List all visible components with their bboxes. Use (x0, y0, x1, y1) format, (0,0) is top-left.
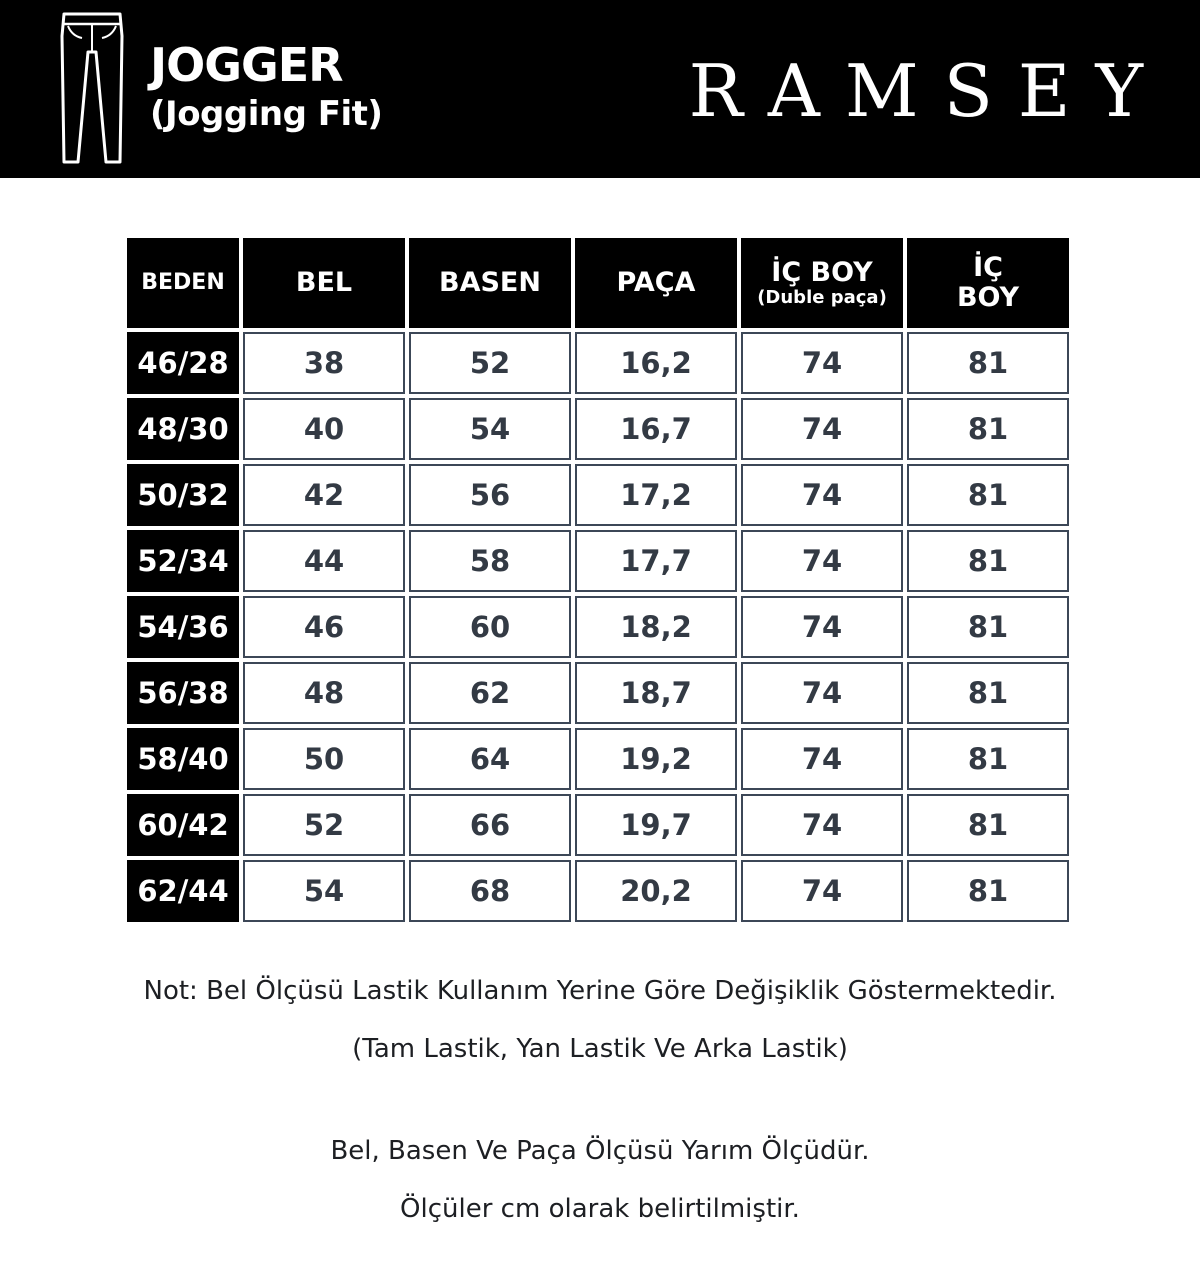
table-row (127, 596, 1069, 658)
size-chart-table (123, 234, 1073, 926)
measurement-cell: 66 (409, 794, 571, 856)
table-row (127, 662, 1069, 724)
measurement-cell: 81 (907, 464, 1069, 526)
measurement-cell: 74 (741, 398, 903, 460)
measurement-cell: 54 (409, 398, 571, 460)
column-header-basen: BASEN (409, 238, 571, 328)
measurement-cell: 17,2 (575, 464, 737, 526)
table-row (127, 332, 1069, 394)
measurement-cell: 38 (243, 332, 405, 394)
measurement-cell: 56 (409, 464, 571, 526)
measurement-cell: 16,7 (575, 398, 737, 460)
product-title-block (150, 38, 382, 136)
size-cell: 56/38 (127, 662, 239, 724)
measurement-cell: 81 (907, 794, 1069, 856)
measurement-cell: 74 (741, 794, 903, 856)
measurement-cell: 81 (907, 530, 1069, 592)
measurement-cell: 44 (243, 530, 405, 592)
column-header-label: İÇ BOY (771, 257, 873, 288)
measurement-cell: 81 (907, 332, 1069, 394)
measurement-cell: 46 (243, 596, 405, 658)
table-row (127, 860, 1069, 922)
size-cell: 58/40 (127, 728, 239, 790)
note-waist: Not: Bel Ölçüsü Lastik Kullanım Yerine Göre Değişiklik Göstermektedir. (143, 976, 1057, 1006)
measurement-cell: 81 (907, 728, 1069, 790)
table-row (127, 398, 1069, 460)
measurement-cell: 50 (243, 728, 405, 790)
size-cell: 54/36 (127, 596, 239, 658)
measurement-cell: 58 (409, 530, 571, 592)
column-header-paca: PAÇA (575, 238, 737, 328)
size-cell: 50/32 (127, 464, 239, 526)
measurement-cell: 17,7 (575, 530, 737, 592)
measurement-cell: 81 (907, 596, 1069, 658)
measurement-cell: 74 (741, 596, 903, 658)
measurement-cell: 81 (907, 860, 1069, 922)
table-row (127, 728, 1069, 790)
size-cell: 46/28 (127, 332, 239, 394)
measurement-cell: 48 (243, 662, 405, 724)
table-row (127, 530, 1069, 592)
column-header-ic-boy (907, 238, 1069, 328)
measurement-cell: 60 (409, 596, 571, 658)
measurement-cell: 40 (243, 398, 405, 460)
measurement-cell: 74 (741, 662, 903, 724)
product-fit: (Jogging Fit) (150, 94, 383, 134)
measurement-cell: 74 (741, 728, 903, 790)
measurement-cell: 18,2 (575, 596, 737, 658)
measurement-cell: 81 (907, 662, 1069, 724)
measurement-cell: 54 (243, 860, 405, 922)
note-half-measure: Bel, Basen Ve Paça Ölçüsü Yarım Ölçüdür. (330, 1136, 870, 1166)
measurement-cell: 74 (741, 530, 903, 592)
measurement-cell: 74 (741, 332, 903, 394)
header-banner (0, 0, 1200, 178)
column-header-label: İÇ (973, 252, 1003, 283)
pants-icon (56, 10, 128, 164)
measurement-cell: 74 (741, 860, 903, 922)
measurement-cell: 52 (409, 332, 571, 394)
column-header-ic-boy-duble (741, 238, 903, 328)
size-cell: 62/44 (127, 860, 239, 922)
measurement-cell: 52 (243, 794, 405, 856)
column-header-bel: BEL (243, 238, 405, 328)
column-header-beden: BEDEN (127, 238, 239, 328)
measurement-cell: 74 (741, 464, 903, 526)
note-units: Ölçüler cm olarak belirtilmiştir. (400, 1194, 800, 1224)
measurement-cell: 62 (409, 662, 571, 724)
table-row (127, 794, 1069, 856)
product-title: JOGGER (150, 38, 343, 92)
measurement-cell: 64 (409, 728, 571, 790)
table-body (127, 332, 1069, 922)
column-header-label: BOY (956, 282, 1020, 313)
measurement-cell: 81 (907, 398, 1069, 460)
size-cell: 60/42 (127, 794, 239, 856)
measurement-cell: 19,7 (575, 794, 737, 856)
measurement-cell: 18,7 (575, 662, 737, 724)
size-cell: 52/34 (127, 530, 239, 592)
measurement-cell: 19,2 (575, 728, 737, 790)
notes-section (0, 962, 1200, 1238)
column-header-note: (Duble paça) (757, 287, 887, 308)
measurement-cell: 20,2 (575, 860, 737, 922)
table-row (127, 464, 1069, 526)
note-elastic-types: (Tam Lastik, Yan Lastik Ve Arka Lastik) (352, 1034, 848, 1064)
measurement-cell: 42 (243, 464, 405, 526)
measurement-cell: 68 (409, 860, 571, 922)
brand-logo: RAMSEY (688, 49, 1168, 133)
table-header-row (127, 238, 1069, 328)
size-cell: 48/30 (127, 398, 239, 460)
measurement-cell: 16,2 (575, 332, 737, 394)
